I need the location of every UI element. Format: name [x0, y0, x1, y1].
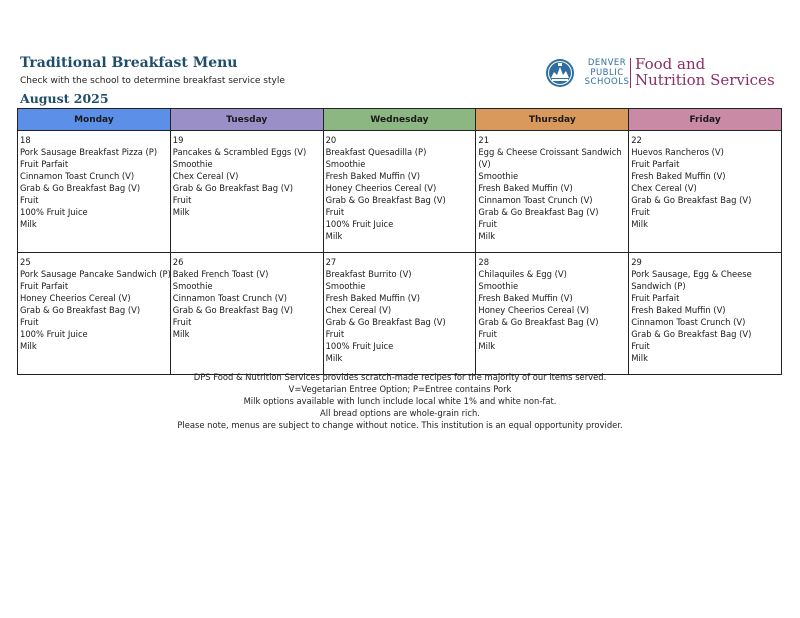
menu-item: Chex Cereal (V) — [325, 305, 392, 315]
day-cell — [629, 253, 782, 375]
day-cell — [476, 253, 629, 375]
day-header-wednesday: Wednesday — [323, 109, 476, 131]
menu-item: Fresh Baked Muffin (V) — [325, 293, 420, 303]
menu-item: Grab & Go Breakfast Bag (V) — [20, 305, 141, 315]
day-date: 22 — [631, 135, 642, 145]
menu-item: Fruit — [20, 195, 39, 205]
menu-item: Fruit — [325, 207, 345, 217]
menu-item: Grab & Go Breakfast Bag (V) — [172, 305, 293, 315]
menu-item: Egg & Cheese Croissant Sandwich — [478, 147, 622, 157]
fns-wordmark: Food and Nutrition Services — [635, 55, 775, 89]
menu-item: Grab & Go Breakfast Bag (V) — [631, 329, 752, 339]
menu-item: Smoothie — [478, 281, 519, 291]
menu-item: Milk — [20, 341, 37, 351]
menu-item: Smoothie — [172, 159, 213, 169]
footer-notes — [0, 371, 800, 431]
menu-item: Huevos Rancheros (V) — [631, 147, 724, 157]
menu-item: Cinnamon Toast Crunch (V) — [478, 195, 593, 205]
menu-item: Breakfast Quesadilla (P) — [325, 147, 427, 157]
day-header-tuesday: Tuesday — [170, 109, 323, 131]
menu-item: Milk — [325, 353, 343, 363]
menu-item: Fruit — [325, 329, 345, 339]
menu-item: Grab & Go Breakfast Bag (V) — [172, 183, 293, 193]
footer-line: V=Vegetarian Entree Option; P=Entree contains Pork — [288, 384, 512, 394]
menu-item: Fruit — [478, 219, 497, 229]
menu-item: Milk — [20, 219, 37, 229]
menu-item: Baked French Toast (V) — [172, 269, 269, 279]
dps-wordmark: DENVER PUBLIC SCHOOLS — [584, 58, 630, 87]
menu-item: Fruit — [172, 317, 192, 327]
menu-item: Fruit — [172, 195, 192, 205]
menu-item: Fruit — [631, 207, 650, 217]
menu-item: Fresh Baked Muffin (V) — [325, 171, 420, 181]
footer-line: DPS Food & Nutrition Services provides scratch-made recipes for the majority of our items served. — [193, 372, 607, 382]
menu-item: Milk — [172, 207, 190, 217]
menu-item: Fruit — [478, 329, 497, 339]
day-cell — [18, 253, 171, 375]
menu-item: Smoothie — [325, 281, 366, 291]
menu-item: Grab & Go Breakfast Bag (V) — [325, 317, 446, 327]
day-cell — [18, 131, 171, 253]
menu-item: Smoothie — [325, 159, 366, 169]
menu-item: Fruit Parfait — [631, 293, 680, 303]
menu-item: Milk — [631, 353, 648, 363]
footer-line: Please note, menus are subject to change without notice. This institution is an equal opportunity provider. — [177, 420, 623, 430]
day-header-friday: Friday — [629, 109, 782, 131]
menu-item: (V) — [478, 159, 491, 169]
menu-item: Pork Sausage Pancake Sandwich (P) — [20, 269, 171, 279]
menu-item: Fresh Baked Muffin (V) — [631, 171, 726, 181]
menu-item: Fresh Baked Muffin (V) — [478, 293, 573, 303]
menu-item: Chex Cereal (V) — [172, 171, 239, 181]
menu-item: 100% Fruit Juice — [20, 329, 88, 339]
menu-item: Fresh Baked Muffin (V) — [478, 183, 573, 193]
day-cell — [323, 131, 476, 253]
footer-line: All bread options are whole-grain rich. — [320, 408, 480, 418]
day-date: 26 — [172, 257, 184, 267]
menu-month: August 2025 — [20, 91, 109, 106]
page-title: Traditional Breakfast Menu — [20, 55, 238, 71]
day-date: 18 — [20, 135, 31, 145]
day-cell — [170, 131, 323, 253]
menu-item: Grab & Go Breakfast Bag (V) — [478, 317, 599, 327]
menu-item: Pancakes & Scrambled Eggs (V) — [172, 147, 307, 157]
menu-item: Grab & Go Breakfast Bag (V) — [325, 195, 446, 205]
week-row — [18, 253, 782, 375]
menu-item: Milk — [172, 329, 190, 339]
menu-item: Fruit — [20, 317, 39, 327]
menu-item: 100% Fruit Juice — [325, 341, 394, 351]
menu-item: Chex Cereal (V) — [631, 183, 697, 193]
menu-item: Breakfast Burrito (V) — [325, 269, 412, 279]
menu-item: Pork Sausage, Egg & Cheese — [631, 269, 752, 279]
day-date: 28 — [478, 257, 490, 267]
menu-item: Milk — [478, 231, 496, 241]
menu-item: Honey Cheerios Cereal (V) — [325, 183, 437, 193]
menu-item: 100% Fruit Juice — [20, 207, 88, 217]
menu-item: Milk — [325, 231, 343, 241]
day-header-thursday: Thursday — [476, 109, 629, 131]
menu-item: Cinnamon Toast Crunch (V) — [20, 171, 135, 181]
menu-item: Pork Sausage Breakfast Pizza (P) — [20, 147, 158, 157]
menu-item: Sandwich (P) — [631, 281, 686, 291]
day-date: 27 — [325, 257, 337, 267]
menu-item: Fruit Parfait — [631, 159, 680, 169]
day-date: 21 — [478, 135, 490, 145]
menu-calendar — [17, 108, 782, 375]
menu-item: Cinnamon Toast Crunch (V) — [172, 293, 287, 303]
menu-item: 100% Fruit Juice — [325, 219, 394, 229]
day-cell — [629, 131, 782, 253]
menu-item: Smoothie — [478, 171, 519, 181]
page-subtitle: Check with the school to determine breakfast service style — [20, 76, 285, 86]
menu-item: Fruit Parfait — [20, 159, 69, 169]
week-row — [18, 131, 782, 253]
menu-item: Fresh Baked Muffin (V) — [631, 305, 726, 315]
menu-item: Grab & Go Breakfast Bag (V) — [631, 195, 752, 205]
day-date: 19 — [172, 135, 184, 145]
day-date: 20 — [325, 135, 337, 145]
day-cell — [170, 253, 323, 375]
menu-item: Fruit Parfait — [20, 281, 69, 291]
menu-item: Cinnamon Toast Crunch (V) — [631, 317, 746, 327]
day-cell — [323, 253, 476, 375]
day-date: 29 — [631, 257, 642, 267]
menu-item: Chilaquiles & Egg (V) — [478, 269, 567, 279]
menu-item: Honey Cheerios Cereal (V) — [20, 293, 131, 303]
dps-fns-logo — [545, 55, 785, 92]
menu-item: Grab & Go Breakfast Bag (V) — [20, 183, 141, 193]
menu-item: Grab & Go Breakfast Bag (V) — [478, 207, 599, 217]
footer-line: Milk options available with lunch include local white 1% and white non-fat. — [243, 396, 557, 406]
dps-seal-icon — [545, 58, 575, 88]
day-cell — [476, 131, 629, 253]
menu-item: Honey Cheerios Cereal (V) — [478, 305, 590, 315]
menu-item: Smoothie — [172, 281, 213, 291]
menu-item: Fruit — [631, 341, 650, 351]
day-date: 25 — [20, 257, 31, 267]
logo-divider — [630, 58, 631, 88]
day-header-monday: Monday — [18, 109, 171, 131]
day-header-row — [18, 109, 782, 131]
menu-item: Milk — [631, 219, 648, 229]
menu-item: Milk — [478, 341, 496, 351]
